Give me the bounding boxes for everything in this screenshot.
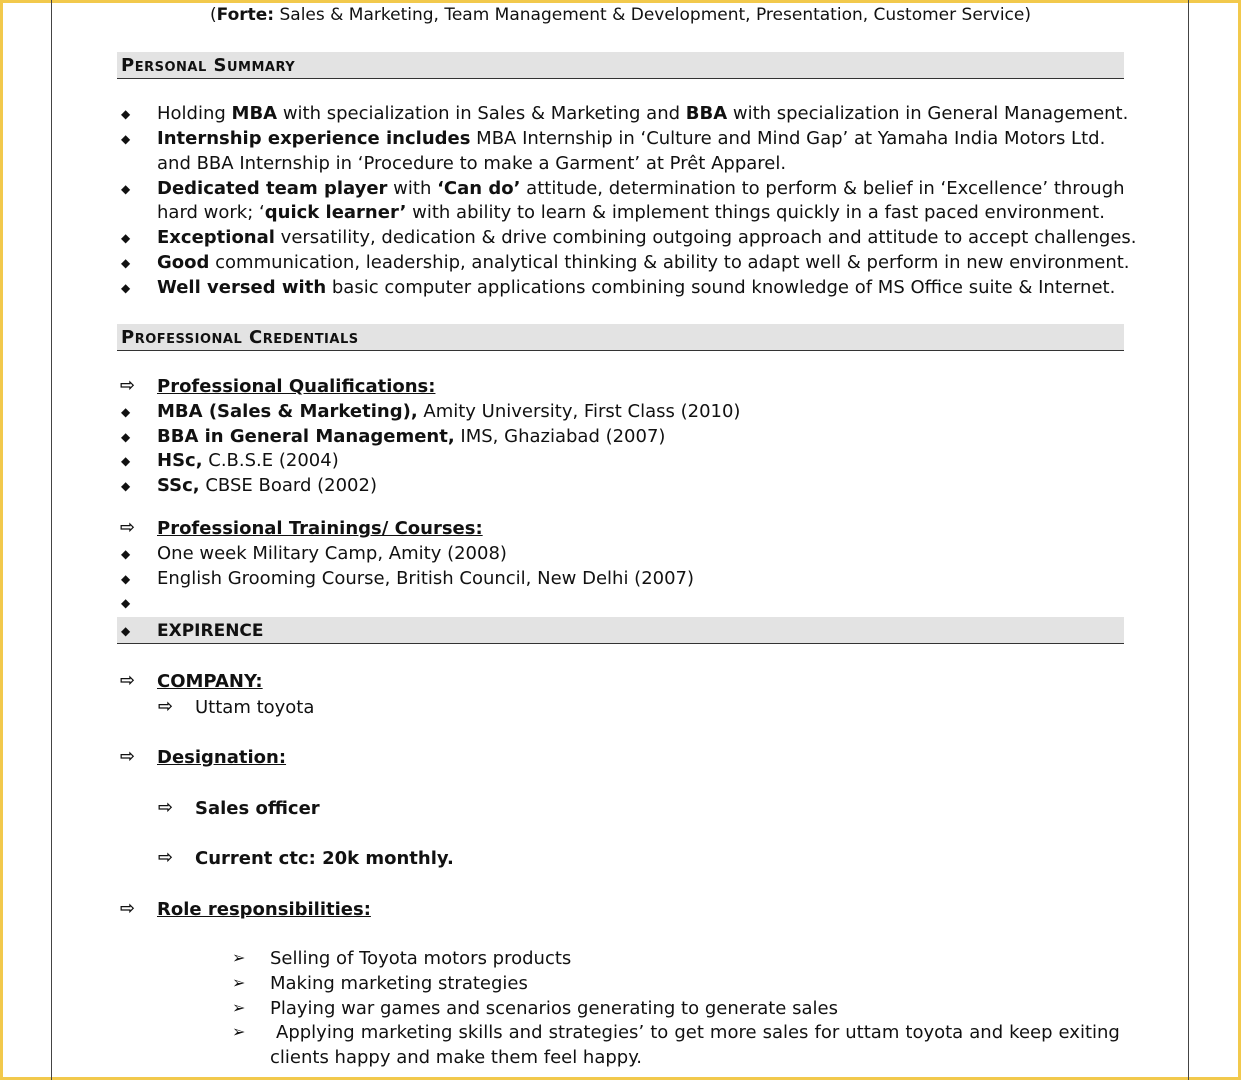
- diamond-bullet-icon: ◆: [121, 182, 131, 196]
- summary-item-continued: and BBA Internship in ‘Procedure to make a Garment’ at Prêt Apparel.: [157, 153, 787, 174]
- text-run: Good: [157, 252, 210, 273]
- text-run: with: [387, 178, 438, 199]
- qualification-item: [157, 450, 339, 471]
- arrowhead-bullet-icon: ➢: [232, 1022, 246, 1041]
- diamond-bullet-icon: ◆: [121, 231, 131, 245]
- current-ctc: Current ctc: 20k monthly.: [195, 848, 454, 869]
- responsibilities-heading: Role responsibilities:: [157, 899, 371, 920]
- text-run: with ability to learn & implement things quickly in a fast paced environment.: [406, 202, 1105, 223]
- arrow-icon: ⇨: [158, 696, 174, 717]
- qualification-degree: MBA (Sales & Marketing),: [157, 401, 418, 422]
- text-run: communication, leadership, analytical thinking & ability to adapt well & perform in new environment.: [209, 252, 1130, 273]
- arrow-icon: ⇨: [158, 797, 174, 818]
- word: more: [709, 1022, 757, 1043]
- qualification-item: [157, 426, 665, 447]
- word: get: [674, 1022, 704, 1043]
- word: marketing: [360, 1022, 453, 1043]
- summary-item: [157, 103, 1128, 124]
- arrow-icon: ⇨: [120, 517, 136, 538]
- arrow-icon: ⇨: [120, 746, 136, 767]
- qualification-degree: SSc,: [157, 475, 200, 497]
- text-run: Holding: [157, 103, 232, 124]
- diamond-bullet-icon: ◆: [121, 256, 131, 270]
- diamond-bullet-icon: ◆: [121, 572, 131, 586]
- qualification-detail: IMS, Ghaziabad (2007): [454, 425, 666, 447]
- text-run: MBA Internship in ‘Culture and Mind Gap’ at Yamaha India Motors Ltd.: [470, 128, 1106, 149]
- designation-heading: Designation:: [157, 747, 287, 768]
- page-margin-left: [51, 0, 52, 1080]
- qualification-degree: BBA in General Management,: [157, 425, 455, 447]
- qualification-detail: CBSE Board (2002): [199, 475, 377, 497]
- text-run: basic computer applications combining sound knowledge of MS Office suite & Internet.: [326, 277, 1116, 298]
- forte-label: Forte:: [216, 5, 275, 25]
- word: Applying: [276, 1022, 355, 1043]
- forte-line: [0, 5, 1241, 25]
- word: and: [969, 1022, 1004, 1043]
- diamond-bullet-icon: ◆: [121, 107, 131, 121]
- responsibility-item-justified: [276, 1022, 1120, 1043]
- text-run: ‘Can do’: [437, 178, 521, 199]
- word: exiting: [1058, 1022, 1120, 1043]
- word: and: [508, 1022, 543, 1043]
- diamond-bullet-icon: ◆: [121, 479, 131, 494]
- arrowhead-bullet-icon: ➢: [232, 973, 246, 992]
- training-item: One week Military Camp, Amity (2008): [157, 543, 507, 564]
- arrowhead-bullet-icon: ➢: [232, 998, 246, 1017]
- training-item: English Grooming Course, British Council, New Delhi (2007): [157, 568, 695, 589]
- text-run: versatility, dedication & drive combining outgoing approach and attitude to accept challenges.: [274, 227, 1137, 248]
- arrow-icon: ⇨: [158, 847, 174, 868]
- responsibility-item-continued: clients happy and make them feel happy.: [270, 1047, 643, 1068]
- summary-item: [157, 178, 1125, 199]
- qualification-item: [157, 401, 740, 422]
- text-run: MBA: [231, 103, 278, 124]
- arrow-icon: ⇨: [120, 670, 136, 691]
- summary-item: [157, 252, 1130, 273]
- section-title: Personal Summary: [121, 55, 296, 76]
- text-run: with specialization in General Management.: [727, 103, 1129, 124]
- text-run: with specialization in Sales & Marketing and: [277, 103, 686, 124]
- designation-value: Sales officer: [195, 798, 320, 819]
- summary-item: [157, 128, 1105, 149]
- text-run: Dedicated team player: [157, 178, 388, 199]
- company-name: Uttam toyota: [195, 697, 315, 718]
- section-title: Professional Credentials: [121, 327, 359, 348]
- word: sales: [762, 1022, 809, 1043]
- forte-open: (: [210, 5, 217, 25]
- responsibility-item: Selling of Toyota motors products: [270, 948, 572, 969]
- company-heading: COMPANY:: [157, 671, 263, 692]
- diamond-bullet-icon: ◆: [121, 596, 131, 610]
- text-run: Well versed with: [157, 277, 327, 298]
- summary-item: [157, 277, 1115, 298]
- responsibility-item: Making marketing strategies: [270, 973, 528, 994]
- trainings-heading: Professional Trainings/ Courses:: [157, 518, 483, 539]
- qualification-degree: HSc,: [157, 450, 203, 472]
- experience-title: EXPIRENCE: [157, 621, 264, 641]
- word: for: [814, 1022, 840, 1043]
- section-personal-summary: [117, 52, 1124, 79]
- arrowhead-bullet-icon: ➢: [232, 948, 246, 967]
- text-run: attitude, determination to perform & belief in ‘Excellence’ through: [520, 178, 1125, 199]
- diamond-bullet-icon: ◆: [121, 281, 131, 295]
- section-experience: [117, 617, 1124, 644]
- word: strategies’: [548, 1022, 645, 1043]
- qualifications-heading: Professional Qualifications:: [157, 376, 436, 397]
- diamond-bullet-icon: ◆: [121, 547, 131, 561]
- arrow-icon: ⇨: [120, 898, 136, 919]
- diamond-bullet-icon: ◆: [121, 132, 131, 146]
- text-run: Exceptional: [157, 227, 275, 248]
- text-run: Internship experience includes: [157, 128, 471, 149]
- word: to: [650, 1022, 669, 1043]
- text-run: quick learner’: [264, 202, 407, 223]
- page-margin-right: [1188, 0, 1189, 1080]
- word: skills: [458, 1022, 503, 1043]
- responsibility-item: Playing war games and scenarios generating to generate sales: [270, 998, 838, 1019]
- text-run: BBA: [685, 103, 728, 124]
- word: toyota: [905, 1022, 964, 1043]
- summary-item-continued: [157, 202, 1105, 223]
- qualification-detail: C.B.S.E (2004): [202, 450, 339, 472]
- forte-text: Sales & Marketing, Team Management & Development, Presentation, Customer Service): [274, 5, 1031, 25]
- word: uttam: [845, 1022, 900, 1043]
- text-run: hard work; ‘: [157, 202, 265, 223]
- diamond-bullet-icon: ◆: [121, 454, 131, 469]
- section-professional-credentials: [117, 324, 1124, 351]
- diamond-bullet-icon: ◆: [121, 624, 131, 638]
- diamond-bullet-icon: ◆: [121, 405, 131, 419]
- summary-item: [157, 227, 1137, 248]
- qualification-item: [157, 475, 377, 496]
- arrow-icon: ⇨: [120, 375, 136, 396]
- diamond-bullet-icon: ◆: [121, 429, 131, 444]
- qualification-detail: Amity University, First Class (2010): [417, 401, 741, 422]
- word: keep: [1009, 1022, 1053, 1043]
